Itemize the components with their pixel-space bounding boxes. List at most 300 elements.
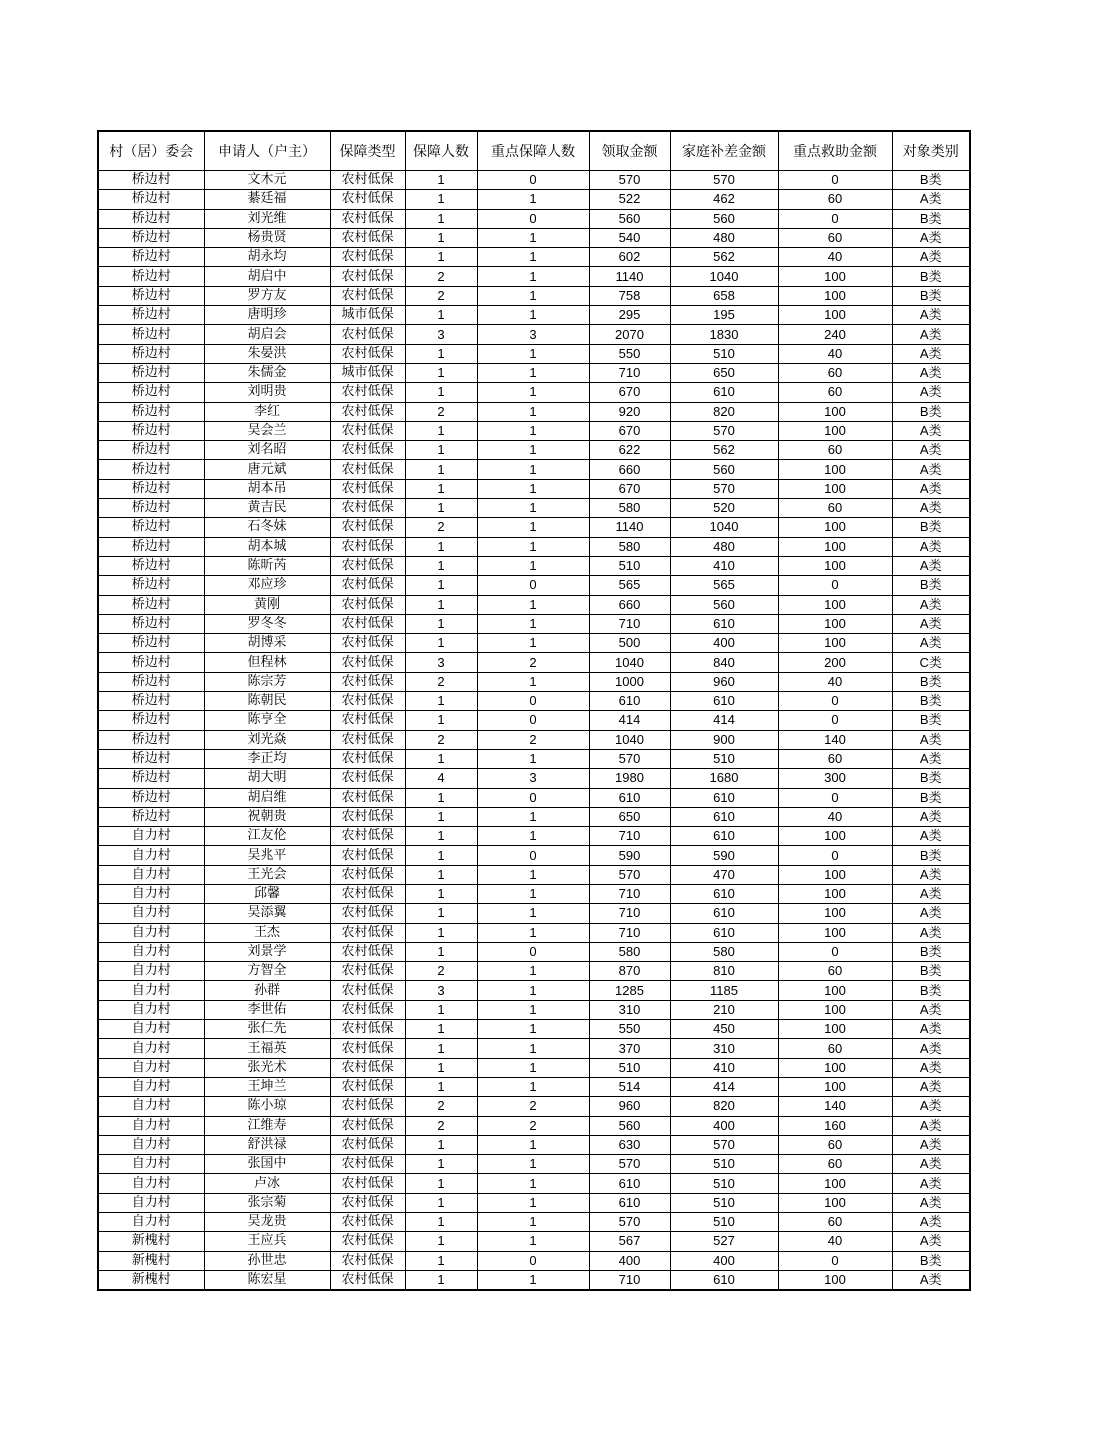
village-cell: 自力村 — [98, 962, 204, 981]
key-covered-persons-cell: 3 — [477, 769, 589, 788]
category-cell: A类 — [892, 1058, 970, 1077]
received-amount-cell: 630 — [589, 1135, 670, 1154]
family-subsidy-cell: 1040 — [670, 518, 778, 537]
family-subsidy-cell: 400 — [670, 1116, 778, 1135]
applicant-cell: 陈朝民 — [204, 692, 330, 711]
aid-type-cell: 农村低保 — [330, 653, 405, 672]
category-cell: A类 — [892, 441, 970, 460]
family-subsidy-cell: 650 — [670, 363, 778, 382]
covered-persons-cell: 1 — [405, 383, 477, 402]
aid-type-cell: 农村低保 — [330, 1232, 405, 1251]
village-cell: 桥边村 — [98, 672, 204, 691]
key-covered-persons-cell: 1 — [477, 923, 589, 942]
village-cell: 桥边村 — [98, 692, 204, 711]
aid-type-cell: 农村低保 — [330, 1039, 405, 1058]
aid-type-cell: 农村低保 — [330, 344, 405, 363]
family-subsidy-cell: 400 — [670, 1251, 778, 1270]
category-cell: B类 — [892, 962, 970, 981]
applicant-cell: 罗方友 — [204, 286, 330, 305]
village-cell: 桥边村 — [98, 769, 204, 788]
aid-type-cell: 农村低保 — [330, 1174, 405, 1193]
key-relief-amount-cell: 100 — [778, 556, 892, 575]
key-covered-persons-cell: 1 — [477, 1039, 589, 1058]
family-subsidy-cell: 480 — [670, 537, 778, 556]
table-row — [98, 634, 970, 653]
category-cell: A类 — [892, 1232, 970, 1251]
village-cell: 自力村 — [98, 1097, 204, 1116]
aid-type-cell: 农村低保 — [330, 923, 405, 942]
received-amount-cell: 660 — [589, 595, 670, 614]
key-relief-amount-cell: 0 — [778, 692, 892, 711]
family-subsidy-cell: 610 — [670, 807, 778, 826]
key-covered-persons-cell: 1 — [477, 672, 589, 691]
received-amount-cell: 522 — [589, 190, 670, 209]
aid-type-cell: 农村低保 — [330, 460, 405, 479]
family-subsidy-cell: 900 — [670, 730, 778, 749]
category-cell: B类 — [892, 981, 970, 1000]
aid-type-cell: 城市低保 — [330, 306, 405, 325]
key-covered-persons-cell: 1 — [477, 537, 589, 556]
received-amount-cell: 1040 — [589, 730, 670, 749]
key-relief-amount-cell: 60 — [778, 499, 892, 518]
key-covered-persons-cell: 0 — [477, 942, 589, 961]
covered-persons-cell: 1 — [405, 807, 477, 826]
received-amount-cell: 710 — [589, 827, 670, 846]
received-amount-cell: 310 — [589, 1000, 670, 1019]
category-cell: A类 — [892, 306, 970, 325]
category-cell: B类 — [892, 672, 970, 691]
family-subsidy-cell: 510 — [670, 1193, 778, 1212]
category-cell: A类 — [892, 1155, 970, 1174]
received-amount-cell: 610 — [589, 1193, 670, 1212]
family-subsidy-cell: 610 — [670, 827, 778, 846]
covered-persons-cell: 1 — [405, 827, 477, 846]
covered-persons-cell: 1 — [405, 460, 477, 479]
received-amount-cell: 710 — [589, 614, 670, 633]
applicant-cell: 朱晏洪 — [204, 344, 330, 363]
village-cell: 桥边村 — [98, 499, 204, 518]
key-relief-amount-cell: 0 — [778, 209, 892, 228]
received-amount-cell: 1000 — [589, 672, 670, 691]
key-covered-persons-cell: 1 — [477, 962, 589, 981]
received-amount-cell: 370 — [589, 1039, 670, 1058]
key-relief-amount-cell: 40 — [778, 344, 892, 363]
applicant-cell: 黄刚 — [204, 595, 330, 614]
key-relief-amount-cell: 0 — [778, 576, 892, 595]
village-cell: 桥边村 — [98, 576, 204, 595]
received-amount-cell: 510 — [589, 556, 670, 575]
category-cell: A类 — [892, 344, 970, 363]
covered-persons-cell: 2 — [405, 1116, 477, 1135]
village-cell: 自力村 — [98, 827, 204, 846]
key-relief-amount-cell: 40 — [778, 672, 892, 691]
aid-type-cell: 农村低保 — [330, 614, 405, 633]
covered-persons-cell: 2 — [405, 1097, 477, 1116]
covered-persons-cell: 1 — [405, 1232, 477, 1251]
village-cell: 桥边村 — [98, 228, 204, 247]
received-amount-cell: 550 — [589, 1020, 670, 1039]
key-relief-amount-cell: 100 — [778, 1174, 892, 1193]
received-amount-cell: 1140 — [589, 267, 670, 286]
covered-persons-cell: 1 — [405, 1077, 477, 1096]
key-relief-amount-cell: 100 — [778, 981, 892, 1000]
category-cell: A类 — [892, 499, 970, 518]
applicant-cell: 胡启会 — [204, 325, 330, 344]
aid-type-cell: 农村低保 — [330, 248, 405, 267]
category-cell: A类 — [892, 421, 970, 440]
aid-type-cell: 农村低保 — [330, 672, 405, 691]
village-cell: 桥边村 — [98, 537, 204, 556]
village-cell: 自力村 — [98, 1213, 204, 1232]
aid-type-cell: 城市低保 — [330, 363, 405, 382]
key-relief-amount-cell: 300 — [778, 769, 892, 788]
key-relief-amount-cell: 0 — [778, 711, 892, 730]
village-cell: 桥边村 — [98, 383, 204, 402]
village-cell: 桥边村 — [98, 267, 204, 286]
category-cell: A类 — [892, 537, 970, 556]
aid-type-cell: 农村低保 — [330, 190, 405, 209]
applicant-cell: 胡博采 — [204, 634, 330, 653]
family-subsidy-cell: 565 — [670, 576, 778, 595]
aid-type-cell: 农村低保 — [330, 267, 405, 286]
aid-type-cell: 农村低保 — [330, 595, 405, 614]
category-cell: B类 — [892, 788, 970, 807]
received-amount-cell: 550 — [589, 344, 670, 363]
applicant-cell: 胡大明 — [204, 769, 330, 788]
key-covered-persons-cell: 1 — [477, 402, 589, 421]
key-relief-amount-cell: 60 — [778, 228, 892, 247]
category-cell: A类 — [892, 1000, 970, 1019]
key-relief-amount-cell: 140 — [778, 1097, 892, 1116]
category-cell: A类 — [892, 904, 970, 923]
applicant-cell: 石冬妹 — [204, 518, 330, 537]
table-row — [98, 827, 970, 846]
village-cell: 自力村 — [98, 1058, 204, 1077]
covered-persons-cell: 1 — [405, 363, 477, 382]
received-amount-cell: 710 — [589, 904, 670, 923]
village-cell: 自力村 — [98, 865, 204, 884]
covered-persons-cell: 1 — [405, 1174, 477, 1193]
key-covered-persons-cell: 1 — [477, 441, 589, 460]
aid-type-cell: 农村低保 — [330, 1155, 405, 1174]
family-subsidy-cell: 527 — [670, 1232, 778, 1251]
village-cell: 桥边村 — [98, 711, 204, 730]
key-covered-persons-cell: 1 — [477, 1020, 589, 1039]
table-row — [98, 865, 970, 884]
key-relief-amount-cell: 0 — [778, 1251, 892, 1270]
aid-type-cell: 农村低保 — [330, 1270, 405, 1290]
aid-type-cell: 农村低保 — [330, 904, 405, 923]
table-row — [98, 1135, 970, 1154]
aid-type-cell: 农村低保 — [330, 788, 405, 807]
covered-persons-cell: 1 — [405, 942, 477, 961]
covered-persons-cell: 1 — [405, 171, 477, 190]
received-amount-cell: 590 — [589, 846, 670, 865]
aid-type-cell: 农村低保 — [330, 634, 405, 653]
applicant-cell: 李正均 — [204, 749, 330, 768]
village-cell: 桥边村 — [98, 653, 204, 672]
category-cell: B类 — [892, 692, 970, 711]
village-cell: 桥边村 — [98, 402, 204, 421]
family-subsidy-cell: 610 — [670, 923, 778, 942]
key-relief-amount-cell: 100 — [778, 421, 892, 440]
table-row — [98, 460, 970, 479]
village-cell: 桥边村 — [98, 306, 204, 325]
family-subsidy-cell: 520 — [670, 499, 778, 518]
applicant-cell: 张光术 — [204, 1058, 330, 1077]
category-cell: C类 — [892, 653, 970, 672]
village-cell: 桥边村 — [98, 190, 204, 209]
key-relief-amount-cell: 100 — [778, 1270, 892, 1290]
key-relief-amount-cell: 60 — [778, 383, 892, 402]
applicant-cell: 刘光焱 — [204, 730, 330, 749]
category-cell: B类 — [892, 846, 970, 865]
key-relief-amount-cell: 140 — [778, 730, 892, 749]
family-subsidy-cell: 462 — [670, 190, 778, 209]
key-covered-persons-cell: 2 — [477, 730, 589, 749]
key-relief-amount-cell: 100 — [778, 634, 892, 653]
village-cell: 自力村 — [98, 1193, 204, 1212]
village-cell: 桥边村 — [98, 595, 204, 614]
village-cell: 自力村 — [98, 1039, 204, 1058]
key-relief-amount-cell: 0 — [778, 788, 892, 807]
covered-persons-cell: 1 — [405, 1020, 477, 1039]
village-cell: 自力村 — [98, 923, 204, 942]
family-subsidy-cell: 480 — [670, 228, 778, 247]
family-subsidy-cell: 470 — [670, 865, 778, 884]
table-row — [98, 711, 970, 730]
village-cell: 自力村 — [98, 942, 204, 961]
applicant-cell: 李红 — [204, 402, 330, 421]
applicant-cell: 吴添翼 — [204, 904, 330, 923]
key-relief-amount-cell: 100 — [778, 402, 892, 421]
key-relief-amount-cell: 100 — [778, 1000, 892, 1019]
table-row — [98, 441, 970, 460]
family-subsidy-cell: 820 — [670, 1097, 778, 1116]
aid-type-cell: 农村低保 — [330, 325, 405, 344]
key-covered-persons-cell: 0 — [477, 171, 589, 190]
applicant-cell: 刘景学 — [204, 942, 330, 961]
family-subsidy-cell: 562 — [670, 248, 778, 267]
category-cell: A类 — [892, 190, 970, 209]
key-relief-amount-cell: 40 — [778, 807, 892, 826]
category-cell: A类 — [892, 884, 970, 903]
key-relief-amount-cell: 100 — [778, 1058, 892, 1077]
received-amount-cell: 500 — [589, 634, 670, 653]
applicant-cell: 吴龙贵 — [204, 1213, 330, 1232]
key-relief-amount-cell: 0 — [778, 171, 892, 190]
covered-persons-cell: 1 — [405, 1039, 477, 1058]
key-covered-persons-cell: 1 — [477, 460, 589, 479]
village-cell: 桥边村 — [98, 344, 204, 363]
covered-persons-cell: 1 — [405, 479, 477, 498]
key-covered-persons-cell: 1 — [477, 904, 589, 923]
family-subsidy-cell: 580 — [670, 942, 778, 961]
applicant-cell: 陈宗芳 — [204, 672, 330, 691]
table-row — [98, 209, 970, 228]
category-cell: A类 — [892, 1174, 970, 1193]
received-amount-cell: 670 — [589, 383, 670, 402]
applicant-cell: 胡永均 — [204, 248, 330, 267]
header-key-relief-amount: 重点救助金额 — [778, 131, 892, 171]
key-covered-persons-cell: 1 — [477, 363, 589, 382]
applicant-cell: 黄吉民 — [204, 499, 330, 518]
aid-type-cell: 农村低保 — [330, 479, 405, 498]
family-subsidy-cell: 414 — [670, 711, 778, 730]
applicant-cell: 王杰 — [204, 923, 330, 942]
aid-type-cell: 农村低保 — [330, 441, 405, 460]
table-row — [98, 306, 970, 325]
table-row — [98, 595, 970, 614]
village-cell: 自力村 — [98, 1020, 204, 1039]
aid-type-cell: 农村低保 — [330, 209, 405, 228]
family-subsidy-cell: 1185 — [670, 981, 778, 1000]
received-amount-cell: 580 — [589, 499, 670, 518]
key-covered-persons-cell: 1 — [477, 884, 589, 903]
covered-persons-cell: 1 — [405, 306, 477, 325]
family-subsidy-cell: 610 — [670, 788, 778, 807]
key-covered-persons-cell: 1 — [477, 1077, 589, 1096]
village-cell: 自力村 — [98, 1135, 204, 1154]
family-subsidy-cell: 450 — [670, 1020, 778, 1039]
received-amount-cell: 920 — [589, 402, 670, 421]
table-body — [98, 171, 970, 1291]
covered-persons-cell: 3 — [405, 981, 477, 1000]
covered-persons-cell: 3 — [405, 653, 477, 672]
key-relief-amount-cell: 100 — [778, 306, 892, 325]
key-covered-persons-cell: 0 — [477, 209, 589, 228]
aid-type-cell: 农村低保 — [330, 884, 405, 903]
aid-type-cell: 农村低保 — [330, 1251, 405, 1270]
category-cell: A类 — [892, 614, 970, 633]
family-subsidy-cell: 1680 — [670, 769, 778, 788]
covered-persons-cell: 1 — [405, 1270, 477, 1290]
covered-persons-cell: 1 — [405, 228, 477, 247]
covered-persons-cell: 1 — [405, 344, 477, 363]
applicant-cell: 唐元斌 — [204, 460, 330, 479]
table-row — [98, 325, 970, 344]
applicant-cell: 李世佑 — [204, 1000, 330, 1019]
table-row — [98, 556, 970, 575]
family-subsidy-cell: 560 — [670, 460, 778, 479]
table-row — [98, 1232, 970, 1251]
key-covered-persons-cell: 1 — [477, 749, 589, 768]
aid-type-cell: 农村低保 — [330, 692, 405, 711]
village-cell: 桥边村 — [98, 479, 204, 498]
table-row — [98, 884, 970, 903]
aid-type-cell: 农村低保 — [330, 228, 405, 247]
received-amount-cell: 295 — [589, 306, 670, 325]
aid-type-cell: 农村低保 — [330, 576, 405, 595]
key-covered-persons-cell: 1 — [477, 286, 589, 305]
table-row — [98, 248, 970, 267]
key-relief-amount-cell: 100 — [778, 1077, 892, 1096]
key-covered-persons-cell: 0 — [477, 692, 589, 711]
table-row — [98, 479, 970, 498]
table-row — [98, 576, 970, 595]
key-covered-persons-cell: 1 — [477, 556, 589, 575]
aid-type-cell: 农村低保 — [330, 846, 405, 865]
received-amount-cell: 1980 — [589, 769, 670, 788]
applicant-cell: 胡本吊 — [204, 479, 330, 498]
key-relief-amount-cell: 60 — [778, 749, 892, 768]
applicant-cell: 吴兆平 — [204, 846, 330, 865]
village-cell: 自力村 — [98, 981, 204, 1000]
village-cell: 自力村 — [98, 1116, 204, 1135]
family-subsidy-cell: 610 — [670, 1270, 778, 1290]
category-cell: A类 — [892, 1077, 970, 1096]
header-aid-type: 保障类型 — [330, 131, 405, 171]
table-row — [98, 672, 970, 691]
key-relief-amount-cell: 100 — [778, 518, 892, 537]
aid-type-cell: 农村低保 — [330, 827, 405, 846]
category-cell: B类 — [892, 942, 970, 961]
family-subsidy-cell: 820 — [670, 402, 778, 421]
key-covered-persons-cell: 2 — [477, 1116, 589, 1135]
table-row — [98, 614, 970, 633]
family-subsidy-cell: 510 — [670, 749, 778, 768]
table-row — [98, 1058, 970, 1077]
village-cell: 新槐村 — [98, 1232, 204, 1251]
key-relief-amount-cell: 40 — [778, 1232, 892, 1251]
covered-persons-cell: 1 — [405, 1213, 477, 1232]
header-category: 对象类别 — [892, 131, 970, 171]
aid-type-cell: 农村低保 — [330, 711, 405, 730]
village-cell: 桥边村 — [98, 248, 204, 267]
received-amount-cell: 580 — [589, 537, 670, 556]
aid-type-cell: 农村低保 — [330, 1020, 405, 1039]
key-covered-persons-cell: 1 — [477, 634, 589, 653]
table-row — [98, 942, 970, 961]
applicant-cell: 胡本城 — [204, 537, 330, 556]
applicant-cell: 孙世忠 — [204, 1251, 330, 1270]
covered-persons-cell: 1 — [405, 923, 477, 942]
family-subsidy-cell: 510 — [670, 1155, 778, 1174]
received-amount-cell: 670 — [589, 421, 670, 440]
table-row — [98, 846, 970, 865]
key-covered-persons-cell: 1 — [477, 499, 589, 518]
covered-persons-cell: 2 — [405, 402, 477, 421]
table-row — [98, 769, 970, 788]
aid-type-cell: 农村低保 — [330, 537, 405, 556]
key-covered-persons-cell: 0 — [477, 576, 589, 595]
applicant-cell: 吴会兰 — [204, 421, 330, 440]
family-subsidy-cell: 510 — [670, 344, 778, 363]
received-amount-cell: 1040 — [589, 653, 670, 672]
table-row — [98, 421, 970, 440]
received-amount-cell: 610 — [589, 692, 670, 711]
aid-type-cell: 农村低保 — [330, 499, 405, 518]
covered-persons-cell: 1 — [405, 884, 477, 903]
key-relief-amount-cell: 60 — [778, 441, 892, 460]
table-row — [98, 1039, 970, 1058]
category-cell: A类 — [892, 1270, 970, 1290]
table-row — [98, 190, 970, 209]
applicant-cell: 王光会 — [204, 865, 330, 884]
aid-type-cell: 农村低保 — [330, 1058, 405, 1077]
category-cell: A类 — [892, 479, 970, 498]
received-amount-cell: 710 — [589, 923, 670, 942]
aid-type-cell: 农村低保 — [330, 769, 405, 788]
aid-type-cell: 农村低保 — [330, 383, 405, 402]
table-row — [98, 363, 970, 382]
category-cell: A类 — [892, 248, 970, 267]
table-row — [98, 518, 970, 537]
applicant-cell: 但程林 — [204, 653, 330, 672]
received-amount-cell: 567 — [589, 1232, 670, 1251]
key-covered-persons-cell: 1 — [477, 383, 589, 402]
applicant-cell: 文木元 — [204, 171, 330, 190]
